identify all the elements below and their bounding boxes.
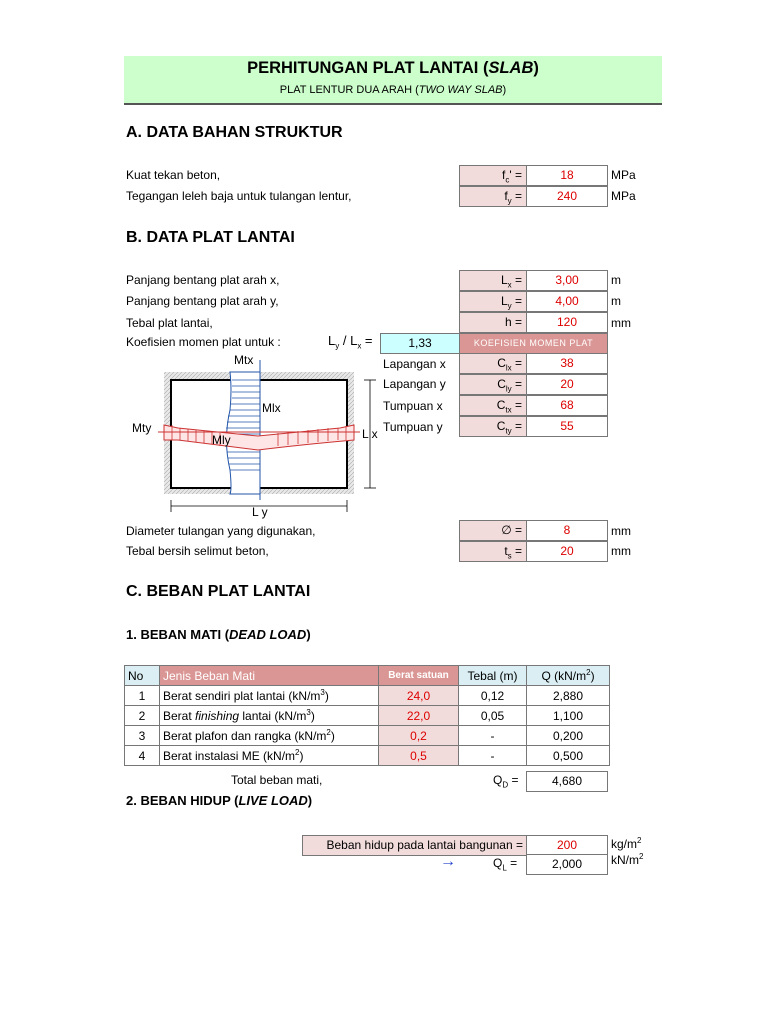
title-banner: [124, 56, 662, 105]
fc-value[interactable]: 18: [526, 165, 608, 186]
row-berat[interactable]: 0,2: [379, 726, 459, 746]
qd-symbol: $Q_D$ =: [493, 773, 519, 790]
label-kuat-tekan: Kuat tekan beton,: [126, 168, 221, 182]
row-q: 0,500: [527, 746, 610, 766]
ql-value: 2,000: [526, 854, 608, 875]
live-load-title: 2. BEBAN HIDUP (LIVE LOAD): [126, 793, 313, 808]
cly-symbol: $C_{ly}$ =: [459, 374, 527, 395]
page-title: PERHITUNGAN PLAT LANTAI (SLAB): [247, 59, 539, 77]
lx-unit: m: [611, 273, 621, 287]
lx-value[interactable]: 3,00: [526, 270, 608, 291]
cty-symbol: $C_{ty}$ =: [459, 416, 527, 437]
label-mly: Mly: [212, 433, 231, 447]
row-jenis: Berat plafon dan rangka $(kN/m^2)$: [160, 726, 379, 746]
dead-load-table: [124, 665, 610, 766]
qd-value: 4,680: [526, 771, 608, 792]
label-tumpuan-y: Tumpuan y: [383, 420, 443, 434]
col-jenis: Jenis Beban Mati: [160, 666, 379, 686]
row-berat[interactable]: 24,0: [379, 686, 459, 706]
dead-load-title: 1. BEBAN MATI (DEAD LOAD): [126, 627, 311, 642]
table-row: [125, 726, 610, 746]
label-diameter: Diameter tulangan yang digunakan,: [126, 524, 316, 538]
row-q: 1,100: [527, 706, 610, 726]
section-c-title: C. BEBAN PLAT LANTAI: [126, 583, 311, 600]
row-no: 2: [125, 706, 160, 726]
h-unit: mm: [611, 316, 631, 330]
col-q: Q $(kN/m^2)$: [527, 666, 610, 686]
ql-symbol: $Q_L$ =: [493, 856, 518, 873]
page-subtitle: PLAT LENTUR DUA ARAH (TWO WAY SLAB): [279, 84, 507, 96]
dia-value[interactable]: 8: [526, 520, 608, 541]
row-tebal: -: [459, 726, 527, 746]
h-symbol: h =: [459, 312, 527, 333]
ts-unit: mm: [611, 544, 631, 558]
label-mtx: Mtx: [234, 353, 254, 367]
ly-symbol: $L_y$ =: [459, 291, 527, 312]
row-q: 2,880: [527, 686, 610, 706]
table-header-row: [125, 666, 610, 686]
ratio-label: $L_y / L_x$ =: [328, 333, 373, 351]
label-mlx: Mlx: [262, 401, 281, 415]
label-tumpuan-x: Tumpuan x: [383, 399, 443, 413]
ly-value[interactable]: 4,00: [526, 291, 608, 312]
label-lapangan-y: Lapangan y: [383, 377, 446, 391]
col-berat: Berat satuan: [379, 666, 459, 686]
row-tebal: 0,05: [459, 706, 527, 726]
label-lx-dim: L x: [362, 427, 378, 441]
section-a-title: A. DATA BAHAN STRUKTUR: [126, 124, 343, 141]
fc-unit: MPa: [611, 168, 636, 182]
lx-symbol: $L_x$ =: [459, 270, 527, 291]
fy-value[interactable]: 240: [526, 186, 608, 207]
ratio-value[interactable]: 1,33: [380, 333, 460, 354]
section-b-title: B. DATA PLAT LANTAI: [126, 229, 295, 246]
label-h: Tebal plat lantai,: [126, 316, 213, 330]
ctx-value[interactable]: 68: [526, 395, 608, 416]
label-koefisien: Koefisien momen plat untuk :: [126, 335, 281, 349]
clx-symbol: $C_{lx}$ =: [459, 353, 527, 374]
row-no: 3: [125, 726, 160, 746]
label-lx: Panjang bentang plat arah x,: [126, 273, 280, 287]
table-row: [125, 686, 610, 706]
table-row: [125, 746, 610, 766]
dia-symbol: ∅ =: [459, 520, 527, 541]
label-mty: Mty: [132, 421, 152, 435]
fy-unit: MPa: [611, 189, 636, 203]
col-no: No: [125, 666, 160, 686]
fc-symbol: $f_c'$ =: [459, 165, 527, 186]
ly-unit: m: [611, 294, 621, 308]
live-load-label: Beban hidup pada lantai bangunan =: [302, 835, 527, 856]
koefisien-header: KOEFISIEN MOMEN PLAT: [459, 333, 608, 354]
fy-symbol: $f_y$ =: [459, 186, 527, 207]
live-load-value[interactable]: 200: [526, 835, 608, 856]
clx-value[interactable]: 38: [526, 353, 608, 374]
total-label: Total beban mati,: [231, 773, 323, 787]
label-tegangan-leleh: Tegangan leleh baja untuk tulangan lentur,: [126, 189, 352, 203]
row-no: 4: [125, 746, 160, 766]
ts-symbol: $t_s$ =: [459, 541, 527, 562]
table-row: [125, 706, 610, 726]
h-value[interactable]: 120: [526, 312, 608, 333]
dia-unit: mm: [611, 524, 631, 538]
cty-value[interactable]: 55: [526, 416, 608, 437]
label-ly: Panjang bentang plat arah y,: [126, 294, 279, 308]
cly-value[interactable]: 20: [526, 374, 608, 395]
arrow-right-icon: →: [440, 853, 456, 870]
row-berat[interactable]: 22,0: [379, 706, 459, 726]
ql-unit: $kN/m^2$: [611, 852, 644, 867]
label-selimut: Tebal bersih selimut beton,: [126, 544, 269, 558]
row-tebal: -: [459, 746, 527, 766]
ctx-symbol: $C_{tx}$ =: [459, 395, 527, 416]
row-berat[interactable]: 0,5: [379, 746, 459, 766]
col-tebal: Tebal (m): [459, 666, 527, 686]
slab-moment-diagram: [128, 350, 384, 520]
row-jenis: Berat sendiri plat lantai $(kN/m^3)$: [160, 686, 379, 706]
row-jenis: Berat finishing lantai $(kN/m^3)$: [160, 706, 379, 726]
row-no: 1: [125, 686, 160, 706]
label-ly-dim: L y: [252, 505, 268, 519]
row-q: 0,200: [527, 726, 610, 746]
live-load-unit: $kg/m^2$: [611, 836, 642, 851]
row-jenis: Berat instalasi ME $(kN/m^2)$: [160, 746, 379, 766]
label-lapangan-x: Lapangan x: [383, 357, 446, 371]
row-tebal: 0,12: [459, 686, 527, 706]
ts-value[interactable]: 20: [526, 541, 608, 562]
